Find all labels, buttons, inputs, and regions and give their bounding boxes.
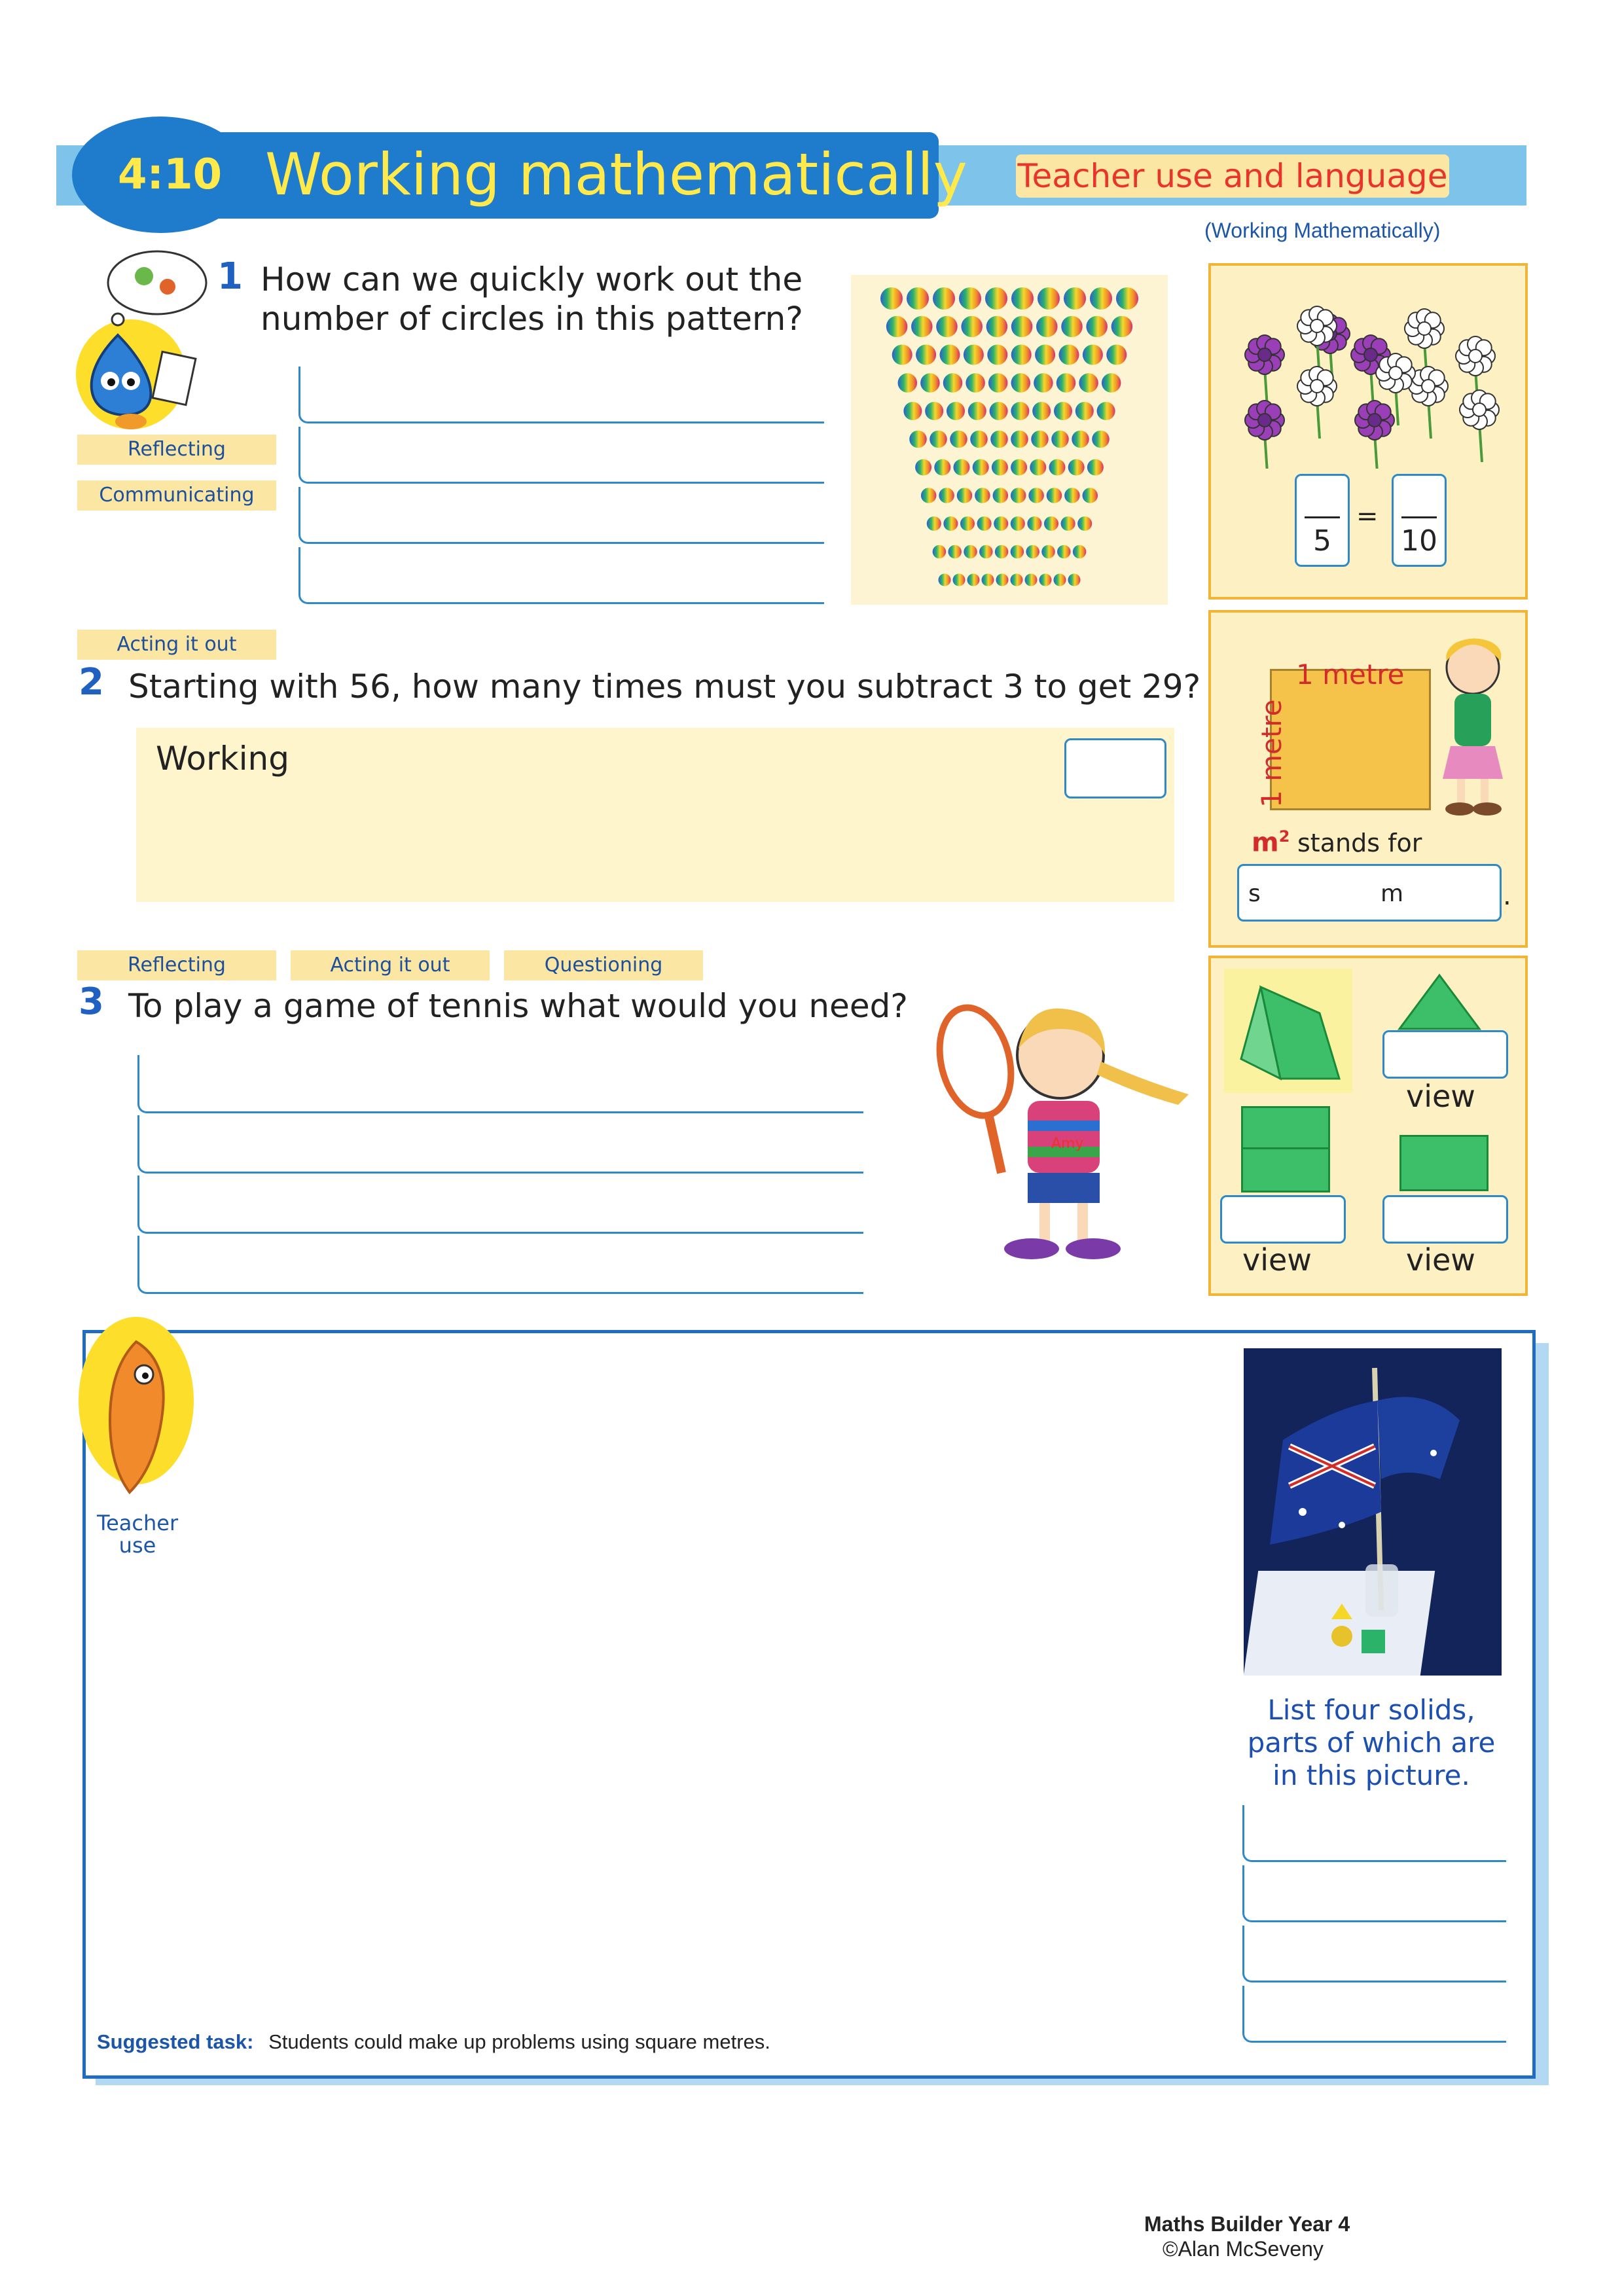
flower: [1245, 335, 1284, 407]
pattern-circle: [947, 402, 965, 420]
pattern-circle: [964, 345, 984, 365]
book-title: Maths Builder Year 4: [1144, 2212, 1350, 2236]
full-stop: .: [1503, 881, 1511, 911]
triangular-prism: [1235, 974, 1346, 1085]
pattern-circle: [1049, 459, 1066, 476]
pattern-circle: [1079, 373, 1098, 393]
equals-sign: =: [1356, 501, 1379, 531]
pattern-circle: [1025, 574, 1038, 586]
pattern-circle: [943, 373, 963, 393]
pattern-circle: [1011, 316, 1033, 338]
pattern-circle: [939, 574, 951, 586]
pattern-circle: [1011, 545, 1024, 559]
view-label: view: [1242, 1242, 1312, 1278]
pattern-circle: [960, 516, 975, 531]
fraction-flowers-panel: [1208, 263, 1528, 600]
flower: [1297, 367, 1337, 439]
blank-s: s: [1248, 880, 1261, 907]
answer-line[interactable]: [137, 1115, 863, 1174]
square-metre-answer[interactable]: [1237, 864, 1502, 922]
teacher-use-label: [97, 1512, 178, 1556]
question-1-line-1: How can we quickly work out the: [261, 260, 803, 298]
pattern-circle: [967, 574, 980, 586]
working-mathematically-note: (Working Mathematically): [1204, 219, 1441, 242]
pattern-circle: [911, 316, 933, 338]
question-2-number: 2: [79, 661, 104, 704]
fraction-left-denominator: 5: [1313, 524, 1331, 558]
pattern-circle: [886, 316, 908, 338]
pattern-circle: [1011, 287, 1034, 310]
pattern-circle: [1073, 545, 1087, 559]
pattern-circle: [979, 545, 993, 559]
working-area[interactable]: [136, 728, 1174, 902]
pattern-circle: [1068, 459, 1085, 476]
pattern-circle: [934, 459, 950, 476]
pattern-circle: [950, 431, 967, 448]
pattern-circle: [927, 516, 941, 531]
pattern-circle: [953, 574, 965, 586]
working-label: Working: [156, 740, 289, 778]
pattern-circle: [925, 402, 943, 420]
pattern-circle: [1068, 574, 1081, 586]
pattern-circle: [995, 545, 1009, 559]
side-label-left: 1 metre: [1255, 699, 1288, 808]
pattern-circle: [990, 402, 1008, 420]
pattern-circle: [907, 287, 929, 310]
pattern-circle: [939, 488, 954, 503]
pattern-circle: [1106, 345, 1127, 365]
answer-line[interactable]: [137, 1055, 863, 1113]
pattern-circle: [1028, 488, 1044, 503]
skill-badge-acting-it-out: Acting it out: [77, 630, 276, 660]
question-2-text: Starting with 56, how many times must you subtract 3 to get 29?: [128, 668, 1201, 706]
pattern-circle: [1034, 373, 1053, 393]
pattern-circle: [1035, 345, 1055, 365]
pattern-circle: [970, 431, 988, 448]
answer-line[interactable]: [298, 547, 824, 604]
flower: [1355, 401, 1394, 469]
suggested-task-label: Suggested task:: [97, 2030, 254, 2053]
skill-badge-acting-it-out: Acting it out: [291, 950, 490, 980]
pattern-circle: [1057, 545, 1071, 559]
pattern-circle: [1111, 316, 1133, 338]
pattern-circle: [1026, 545, 1039, 559]
pattern-circle: [948, 545, 962, 559]
answer-line[interactable]: [298, 487, 824, 544]
pattern-circle: [1044, 516, 1058, 531]
pattern-circle: [1030, 459, 1046, 476]
answer-line[interactable]: [1242, 1986, 1506, 2043]
section-number: 4:10: [118, 151, 223, 199]
pattern-circle: [964, 545, 977, 559]
fish-character: [71, 1302, 202, 1512]
pattern-circle: [1072, 431, 1089, 448]
page-title: Working mathematically: [265, 141, 967, 208]
question-1-number: 1: [217, 255, 243, 298]
pattern-circle: [1064, 488, 1080, 503]
question-1-line-2: number of circles in this pattern?: [261, 300, 803, 338]
question-3-number: 3: [79, 980, 104, 1023]
pattern-circle: [1059, 345, 1079, 365]
photo-prompt-line-2: parts of which are: [1247, 1727, 1496, 1759]
pattern-circle: [909, 431, 927, 448]
pattern-circle: [959, 287, 981, 310]
pattern-circle: [988, 373, 1008, 393]
pattern-circle: [993, 488, 1009, 503]
pattern-circle: [880, 287, 903, 310]
view-label: view: [1406, 1079, 1475, 1114]
pattern-circle: [954, 459, 970, 476]
skill-badge-reflecting: Reflecting: [77, 950, 276, 980]
pattern-circle: [1011, 402, 1029, 420]
pattern-circle: [1011, 431, 1028, 448]
pattern-circle: [1041, 545, 1055, 559]
pattern-circle: [1011, 516, 1025, 531]
pattern-circle: [1011, 488, 1026, 503]
suggested-task: [97, 2030, 770, 2054]
pattern-circle: [1056, 373, 1076, 393]
prism-views-panel: [1208, 956, 1528, 1296]
pattern-circle: [915, 459, 931, 476]
view-answer-box[interactable]: [1382, 1030, 1508, 1079]
pattern-circle: [1075, 402, 1094, 420]
skill-badge-reflecting: Reflecting: [77, 435, 276, 465]
pattern-circle: [1038, 287, 1060, 310]
circle-pattern-panel: [851, 275, 1168, 605]
pattern-circle: [892, 345, 912, 365]
pattern-circle: [1116, 287, 1138, 310]
pattern-circle: [994, 516, 1008, 531]
pattern-circle: [986, 316, 1008, 338]
blank-m: m: [1380, 880, 1404, 907]
pattern-circle: [1092, 431, 1110, 448]
pattern-circle: [1011, 574, 1023, 586]
copyright: ©Alan McSeveny: [1163, 2237, 1324, 2261]
pattern-circle: [1061, 316, 1083, 338]
skill-badge-communicating: Communicating: [77, 480, 276, 511]
pattern-circle: [1083, 345, 1103, 365]
view-answer-box[interactable]: [1382, 1195, 1508, 1244]
rectangle-split-line: [1243, 1147, 1328, 1149]
pattern-circle: [1032, 402, 1051, 420]
suggested-task-text: Students could make up problems using square metres.: [268, 2030, 770, 2053]
girl-character: [1427, 628, 1519, 825]
pattern-circle: [1027, 516, 1041, 531]
fraction-bar: [1305, 516, 1340, 518]
fraction-right[interactable]: [1392, 474, 1447, 567]
side-label-top: 1 metre: [1296, 658, 1405, 691]
pattern-circle: [1102, 373, 1121, 393]
pattern-circle: [985, 287, 1007, 310]
pattern-circle: [1097, 402, 1115, 420]
pattern-circle: [1011, 345, 1032, 365]
teacher-language-label: Teacher use and language: [1016, 154, 1449, 198]
view-answer-box[interactable]: [1220, 1195, 1346, 1244]
pattern-circle: [1087, 459, 1104, 476]
pattern-circle: [1054, 402, 1072, 420]
answer-line[interactable]: [298, 367, 824, 423]
photo-prompt-line-3: in this picture.: [1272, 1759, 1470, 1791]
triangle-view-shape: [1397, 973, 1482, 1031]
pattern-circle: [992, 459, 1008, 476]
pattern-circle: [1083, 488, 1098, 503]
pattern-circle: [933, 287, 955, 310]
pattern-circle: [916, 345, 936, 365]
pattern-circle: [973, 459, 989, 476]
question-3-text: To play a game of tennis what would you need?: [128, 987, 908, 1025]
pattern-circle: [1036, 316, 1058, 338]
pattern-circle: [1061, 516, 1075, 531]
answer-line[interactable]: [1242, 1865, 1506, 1922]
pattern-circle: [929, 431, 947, 448]
pattern-circle: [965, 373, 985, 393]
pattern-circle: [982, 574, 994, 586]
teacher-use-label-line-2: use: [118, 1533, 156, 1558]
pattern-circle: [1064, 287, 1086, 310]
answer-line[interactable]: [1242, 1805, 1506, 1862]
pattern-circle: [1086, 316, 1108, 338]
stands-for-text: stands for: [1297, 829, 1422, 857]
tennis-girl-character: [929, 983, 1198, 1271]
flag-photo: [1244, 1348, 1502, 1676]
shirt-name: Amy: [1051, 1136, 1084, 1152]
pattern-circle: [920, 373, 940, 393]
pattern-circle: [943, 516, 958, 531]
skill-badge-questioning: Questioning: [504, 950, 703, 980]
pattern-circle: [903, 402, 922, 420]
teacher-use-label-line-1: Teacher: [97, 1511, 179, 1535]
pattern-circle: [1047, 488, 1062, 503]
pattern-circle: [936, 316, 958, 338]
pattern-circle: [1077, 516, 1092, 531]
answer-box[interactable]: [1064, 738, 1166, 798]
pattern-circle: [961, 316, 983, 338]
pattern-circle: [1039, 574, 1052, 586]
answer-line[interactable]: [1242, 1926, 1506, 1982]
answer-line[interactable]: [137, 1175, 863, 1234]
pattern-circle: [975, 488, 990, 503]
pattern-circle: [990, 431, 1008, 448]
pattern-circle: [1031, 431, 1049, 448]
flower: [1245, 401, 1284, 469]
unit-symbol: $m^2$: [1252, 827, 1290, 858]
circle-pattern: [851, 275, 1168, 605]
photo-prompt-line-1: List four solids,: [1267, 1694, 1475, 1726]
pattern-circle: [1054, 574, 1066, 586]
view-label: view: [1406, 1242, 1475, 1278]
pattern-circle: [977, 516, 992, 531]
pattern-circle: [996, 574, 1009, 586]
pattern-circle: [968, 402, 986, 420]
pattern-circle: [1090, 287, 1112, 310]
flowers-illustration: [1211, 266, 1525, 469]
pattern-circle: [898, 373, 918, 393]
pattern-circle: [987, 345, 1007, 365]
pattern-circle: [1011, 459, 1027, 476]
thinking-droplet-character: [39, 243, 216, 433]
square-metre-panel: [1208, 610, 1528, 948]
answer-line[interactable]: [137, 1236, 863, 1294]
pattern-circle: [957, 488, 973, 503]
pattern-circle: [1011, 373, 1031, 393]
pattern-circle: [921, 488, 937, 503]
fraction-bar: [1401, 516, 1437, 518]
pattern-circle: [1051, 431, 1069, 448]
fraction-left[interactable]: [1295, 474, 1350, 567]
flower: [1460, 390, 1499, 462]
pattern-circle: [940, 345, 960, 365]
rectangle-view-split: [1241, 1106, 1330, 1193]
rectangle-view: [1399, 1135, 1489, 1191]
photo-prompt: [1231, 1694, 1512, 1792]
answer-line[interactable]: [298, 427, 824, 484]
fraction-right-denominator: 10: [1401, 524, 1437, 558]
pattern-circle: [933, 545, 947, 559]
